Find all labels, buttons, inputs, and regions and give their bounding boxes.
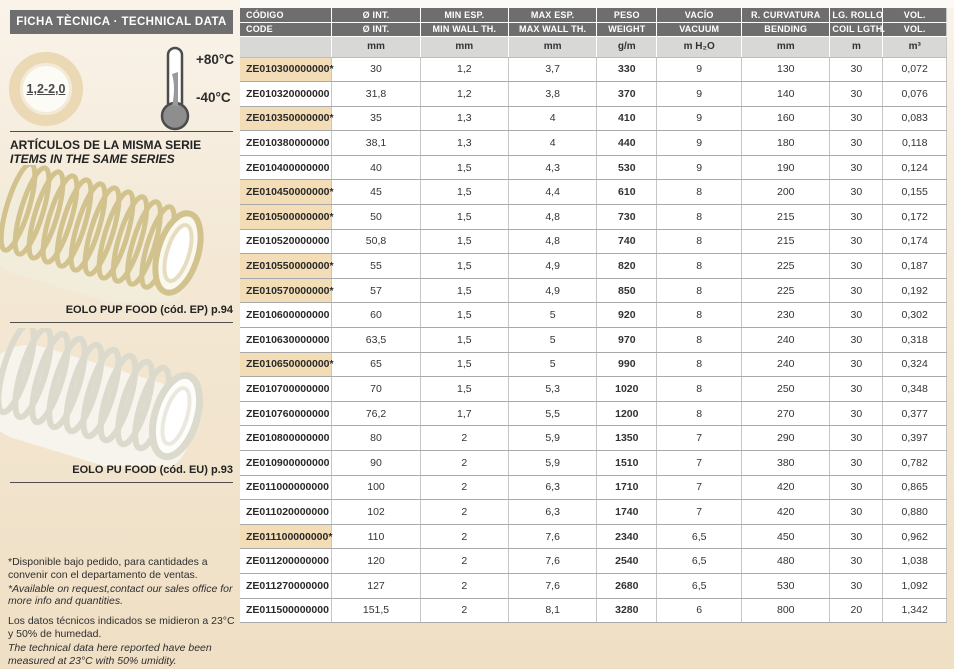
value-cell: 2340 xyxy=(597,524,657,549)
value-cell: 7 xyxy=(657,426,742,451)
value-cell: 1,5 xyxy=(420,377,508,402)
header-es-cell: PESO xyxy=(597,8,657,22)
value-cell: 270 xyxy=(742,401,830,426)
header-en-cell: VOL. xyxy=(883,22,947,36)
value-cell: 6,5 xyxy=(657,524,742,549)
value-cell: 0,155 xyxy=(883,180,947,205)
value-cell: 30 xyxy=(830,500,883,525)
value-cell: 330 xyxy=(597,57,657,82)
value-cell: 225 xyxy=(742,278,830,303)
value-cell: 30 xyxy=(830,524,883,549)
value-cell: 0,348 xyxy=(883,377,947,402)
table-body xyxy=(240,57,947,623)
table-row xyxy=(240,352,947,377)
code-cell: ZE011020000000 xyxy=(240,500,332,525)
table-row xyxy=(240,303,947,328)
value-cell: 30 xyxy=(830,549,883,574)
header-en-cell: COIL LGTH. xyxy=(830,22,883,36)
value-cell: 4 xyxy=(508,106,596,131)
unit-cell: mm xyxy=(742,36,830,57)
value-cell: 370 xyxy=(597,82,657,107)
table-row xyxy=(240,377,947,402)
value-cell: 0,782 xyxy=(883,451,947,476)
code-cell: ZE011100000000* xyxy=(240,524,332,549)
code-cell: ZE010520000000 xyxy=(240,229,332,254)
code-cell: ZE010630000000 xyxy=(240,328,332,353)
code-cell: ZE010450000000* xyxy=(240,180,332,205)
value-cell: 30 xyxy=(830,426,883,451)
value-cell: 0,187 xyxy=(883,254,947,279)
table-row xyxy=(240,205,947,230)
value-cell: 420 xyxy=(742,500,830,525)
code-cell: ZE010570000000* xyxy=(240,278,332,303)
value-cell: 160 xyxy=(742,106,830,131)
value-cell: 4,4 xyxy=(508,180,596,205)
value-cell: 6,3 xyxy=(508,500,596,525)
value-cell: 30 xyxy=(830,278,883,303)
table-row xyxy=(240,500,947,525)
header-en-cell: CODE xyxy=(240,22,332,36)
value-cell: 100 xyxy=(332,475,420,500)
value-cell: 0,192 xyxy=(883,278,947,303)
code-cell: ZE010500000000* xyxy=(240,205,332,230)
value-cell: 8 xyxy=(657,328,742,353)
value-cell: 30 xyxy=(830,377,883,402)
header-es-cell: R. CURVATURA xyxy=(742,8,830,22)
value-cell: 57 xyxy=(332,278,420,303)
value-cell: 730 xyxy=(597,205,657,230)
series-heading-es: ARTÍCULOS DE LA MISMA SERIE xyxy=(10,138,202,152)
value-cell: 70 xyxy=(332,377,420,402)
value-cell: 0,172 xyxy=(883,205,947,230)
value-cell: 30 xyxy=(830,180,883,205)
value-cell: 1020 xyxy=(597,377,657,402)
value-cell: 30 xyxy=(830,155,883,180)
wall-thickness-value: 1,2-2,0 xyxy=(26,82,66,96)
value-cell: 990 xyxy=(597,352,657,377)
value-cell: 2 xyxy=(420,426,508,451)
value-cell: 45 xyxy=(332,180,420,205)
footnote: *Disponible bajo pedido, para cantidades a convenir con el departamento de ventas. xyxy=(8,556,208,581)
header-es-cell: MIN ESP. xyxy=(420,8,508,22)
code-cell: ZE010650000000* xyxy=(240,352,332,377)
related-product-caption: EOLO PU FOOD (cód. EU) p.93 xyxy=(72,464,233,476)
code-cell: ZE010550000000* xyxy=(240,254,332,279)
value-cell: 4,9 xyxy=(508,254,596,279)
value-cell: 3,8 xyxy=(508,82,596,107)
value-cell: 2 xyxy=(420,475,508,500)
temperature-max: +80°C xyxy=(196,52,235,67)
value-cell: 1,038 xyxy=(883,549,947,574)
footnote: Los datos técnicos indicados se midieron a 23°C y 50% de humedad. xyxy=(8,615,235,640)
value-cell: 1,5 xyxy=(420,155,508,180)
value-cell: 8 xyxy=(657,278,742,303)
table-row xyxy=(240,57,947,82)
value-cell: 740 xyxy=(597,229,657,254)
value-cell: 7,6 xyxy=(508,524,596,549)
value-cell: 63,5 xyxy=(332,328,420,353)
value-cell: 76,2 xyxy=(332,401,420,426)
value-cell: 50,8 xyxy=(332,229,420,254)
table-row xyxy=(240,82,947,107)
value-cell: 5,9 xyxy=(508,426,596,451)
value-cell: 8 xyxy=(657,180,742,205)
header-en-cell: VACUUM xyxy=(657,22,742,36)
header-es-cell: Ø INT. xyxy=(332,8,420,22)
unit-cell: mm xyxy=(332,36,420,57)
hose-image-eolo-pup-food xyxy=(0,165,238,308)
value-cell: 7,6 xyxy=(508,573,596,598)
value-cell: 31,8 xyxy=(332,82,420,107)
header-es-cell: LG. ROLLO xyxy=(830,8,883,22)
value-cell: 610 xyxy=(597,180,657,205)
table-row xyxy=(240,475,947,500)
value-cell: 0,377 xyxy=(883,401,947,426)
series-heading-en: ITEMS IN THE SAME SERIES xyxy=(10,152,175,167)
footnotes xyxy=(8,556,236,668)
value-cell: 530 xyxy=(742,573,830,598)
table-row xyxy=(240,426,947,451)
value-cell: 2 xyxy=(420,573,508,598)
value-cell: 225 xyxy=(742,254,830,279)
value-cell: 0,302 xyxy=(883,303,947,328)
header-en-cell: MIN WALL TH. xyxy=(420,22,508,36)
value-cell: 970 xyxy=(597,328,657,353)
table-row xyxy=(240,328,947,353)
value-cell: 6,5 xyxy=(657,549,742,574)
value-cell: 8 xyxy=(657,377,742,402)
code-cell: ZE010900000000 xyxy=(240,451,332,476)
unit-cell: mm xyxy=(420,36,508,57)
page-title: FICHA TÈCNICA · TECHNICAL DATA xyxy=(10,10,233,34)
value-cell: 4,3 xyxy=(508,155,596,180)
value-cell: 5,5 xyxy=(508,401,596,426)
value-cell: 2 xyxy=(420,451,508,476)
value-cell: 50 xyxy=(332,205,420,230)
top-strip xyxy=(240,0,954,8)
header-es-cell: VACÍO xyxy=(657,8,742,22)
code-cell: ZE010350000000* xyxy=(240,106,332,131)
value-cell: 8 xyxy=(657,254,742,279)
technical-data-table xyxy=(240,8,947,623)
divider xyxy=(10,131,233,132)
value-cell: 1,5 xyxy=(420,278,508,303)
value-cell: 0,397 xyxy=(883,426,947,451)
value-cell: 420 xyxy=(742,475,830,500)
value-cell: 0,880 xyxy=(883,500,947,525)
value-cell: 55 xyxy=(332,254,420,279)
code-cell: ZE011500000000 xyxy=(240,598,332,623)
temperature-min: -40°C xyxy=(196,90,231,105)
value-cell: 1,5 xyxy=(420,352,508,377)
value-cell: 4,8 xyxy=(508,205,596,230)
value-cell: 0,118 xyxy=(883,131,947,156)
header-es-cell: MAX ESP. xyxy=(508,8,596,22)
table-row xyxy=(240,278,947,303)
value-cell: 290 xyxy=(742,426,830,451)
value-cell: 130 xyxy=(742,57,830,82)
value-cell: 5 xyxy=(508,352,596,377)
value-cell: 2680 xyxy=(597,573,657,598)
value-cell: 7 xyxy=(657,475,742,500)
value-cell: 920 xyxy=(597,303,657,328)
value-cell: 215 xyxy=(742,205,830,230)
value-cell: 35 xyxy=(332,106,420,131)
value-cell: 1,3 xyxy=(420,106,508,131)
value-cell: 1,7 xyxy=(420,401,508,426)
value-cell: 3,7 xyxy=(508,57,596,82)
value-cell: 0,962 xyxy=(883,524,947,549)
value-cell: 2540 xyxy=(597,549,657,574)
value-cell: 380 xyxy=(742,451,830,476)
value-cell: 151,5 xyxy=(332,598,420,623)
related-product-caption: EOLO PUP FOOD (cód. EP) p.94 xyxy=(65,304,233,316)
table-row xyxy=(240,524,947,549)
table-row xyxy=(240,573,947,598)
value-cell: 80 xyxy=(332,426,420,451)
series-heading xyxy=(10,138,201,166)
value-cell: 8 xyxy=(657,229,742,254)
value-cell: 30 xyxy=(830,57,883,82)
value-cell: 4 xyxy=(508,131,596,156)
footnote: The technical data here reported have been measured at 23°C with 50% umidity. xyxy=(8,641,212,667)
value-cell: 180 xyxy=(742,131,830,156)
value-cell: 7 xyxy=(657,500,742,525)
header-en-cell: WEIGHT xyxy=(597,22,657,36)
value-cell: 0,318 xyxy=(883,328,947,353)
value-cell: 4,9 xyxy=(508,278,596,303)
value-cell: 65 xyxy=(332,352,420,377)
value-cell: 1,2 xyxy=(420,57,508,82)
value-cell: 480 xyxy=(742,549,830,574)
value-cell: 820 xyxy=(597,254,657,279)
value-cell: 30 xyxy=(830,573,883,598)
value-cell: 3280 xyxy=(597,598,657,623)
value-cell: 6 xyxy=(657,598,742,623)
value-cell: 9 xyxy=(657,82,742,107)
value-cell: 102 xyxy=(332,500,420,525)
table-row xyxy=(240,254,947,279)
code-cell: ZE010800000000 xyxy=(240,426,332,451)
value-cell: 9 xyxy=(657,106,742,131)
value-cell: 1710 xyxy=(597,475,657,500)
value-cell: 1,5 xyxy=(420,303,508,328)
value-cell: 30 xyxy=(830,205,883,230)
value-cell: 30 xyxy=(830,451,883,476)
value-cell: 7 xyxy=(657,451,742,476)
value-cell: 5,3 xyxy=(508,377,596,402)
table-row xyxy=(240,549,947,574)
value-cell: 2 xyxy=(420,598,508,623)
value-cell: 1350 xyxy=(597,426,657,451)
code-cell: ZE011270000000 xyxy=(240,573,332,598)
value-cell: 7,6 xyxy=(508,549,596,574)
header-es-cell: VOL. xyxy=(883,8,947,22)
divider xyxy=(10,322,233,323)
value-cell: 240 xyxy=(742,352,830,377)
value-cell: 1,342 xyxy=(883,598,947,623)
unit-cell: m³ xyxy=(883,36,947,57)
value-cell: 1200 xyxy=(597,401,657,426)
value-cell: 1,092 xyxy=(883,573,947,598)
value-cell: 1510 xyxy=(597,451,657,476)
sidebar xyxy=(0,0,240,669)
code-cell: ZE011000000000 xyxy=(240,475,332,500)
value-cell: 0,324 xyxy=(883,352,947,377)
value-cell: 110 xyxy=(332,524,420,549)
value-cell: 1740 xyxy=(597,500,657,525)
value-cell: 6,5 xyxy=(657,573,742,598)
value-cell: 5,9 xyxy=(508,451,596,476)
value-cell: 1,3 xyxy=(420,131,508,156)
value-cell: 30 xyxy=(830,303,883,328)
value-cell: 2 xyxy=(420,500,508,525)
value-cell: 127 xyxy=(332,573,420,598)
unit-cell: g/m xyxy=(597,36,657,57)
wall-thickness-badge xyxy=(9,52,83,126)
value-cell: 9 xyxy=(657,155,742,180)
code-cell: ZE010400000000 xyxy=(240,155,332,180)
value-cell: 850 xyxy=(597,278,657,303)
unit-cell: m H₂O xyxy=(657,36,742,57)
value-cell: 2 xyxy=(420,549,508,574)
value-cell: 8 xyxy=(657,205,742,230)
value-cell: 4,8 xyxy=(508,229,596,254)
value-cell: 450 xyxy=(742,524,830,549)
value-cell: 2 xyxy=(420,524,508,549)
divider xyxy=(10,482,233,483)
code-cell: ZE010600000000 xyxy=(240,303,332,328)
value-cell: 30 xyxy=(332,57,420,82)
code-cell: ZE010380000000 xyxy=(240,131,332,156)
table-row xyxy=(240,451,947,476)
unit-cell: m xyxy=(830,36,883,57)
value-cell: 800 xyxy=(742,598,830,623)
value-cell: 30 xyxy=(830,328,883,353)
value-cell: 8 xyxy=(657,352,742,377)
value-cell: 30 xyxy=(830,82,883,107)
value-cell: 8,1 xyxy=(508,598,596,623)
value-cell: 5 xyxy=(508,303,596,328)
value-cell: 8 xyxy=(657,401,742,426)
table-row xyxy=(240,180,947,205)
value-cell: 140 xyxy=(742,82,830,107)
value-cell: 40 xyxy=(332,155,420,180)
header-en-cell: BENDING xyxy=(742,22,830,36)
thermometer-icon xyxy=(158,44,192,137)
value-cell: 200 xyxy=(742,180,830,205)
value-cell: 30 xyxy=(830,254,883,279)
value-cell: 0,083 xyxy=(883,106,947,131)
code-cell: ZE010760000000 xyxy=(240,401,332,426)
value-cell: 8 xyxy=(657,303,742,328)
value-cell: 1,5 xyxy=(420,229,508,254)
value-cell: 30 xyxy=(830,131,883,156)
value-cell: 0,124 xyxy=(883,155,947,180)
value-cell: 9 xyxy=(657,131,742,156)
value-cell: 38,1 xyxy=(332,131,420,156)
value-cell: 0,174 xyxy=(883,229,947,254)
header-es-cell: CÓDIGO xyxy=(240,8,332,22)
value-cell: 1,5 xyxy=(420,205,508,230)
value-cell: 1,5 xyxy=(420,254,508,279)
value-cell: 30 xyxy=(830,475,883,500)
value-cell: 90 xyxy=(332,451,420,476)
table-row xyxy=(240,106,947,131)
value-cell: 530 xyxy=(597,155,657,180)
value-cell: 30 xyxy=(830,401,883,426)
table-row xyxy=(240,229,947,254)
table-header xyxy=(240,8,947,57)
value-cell: 9 xyxy=(657,57,742,82)
value-cell: 230 xyxy=(742,303,830,328)
code-cell: ZE010700000000 xyxy=(240,377,332,402)
code-cell: ZE010300000000* xyxy=(240,57,332,82)
value-cell: 1,5 xyxy=(420,328,508,353)
table-row xyxy=(240,155,947,180)
value-cell: 1,5 xyxy=(420,180,508,205)
hose-image-eolo-pu-food xyxy=(0,328,238,471)
header-en-cell: Ø INT. xyxy=(332,22,420,36)
footnote: *Available on request,contact our sales office for more info and quantities. xyxy=(8,582,233,608)
value-cell: 0,076 xyxy=(883,82,947,107)
value-cell: 0,072 xyxy=(883,57,947,82)
code-cell: ZE011200000000 xyxy=(240,549,332,574)
value-cell: 120 xyxy=(332,549,420,574)
value-cell: 6,3 xyxy=(508,475,596,500)
value-cell: 20 xyxy=(830,598,883,623)
value-cell: 30 xyxy=(830,229,883,254)
value-cell: 5 xyxy=(508,328,596,353)
value-cell: 440 xyxy=(597,131,657,156)
header-en-cell: MAX WALL TH. xyxy=(508,22,596,36)
table-row xyxy=(240,401,947,426)
value-cell: 60 xyxy=(332,303,420,328)
unit-cell xyxy=(240,36,332,57)
value-cell: 215 xyxy=(742,229,830,254)
value-cell: 0,865 xyxy=(883,475,947,500)
value-cell: 30 xyxy=(830,352,883,377)
table-row xyxy=(240,598,947,623)
unit-cell: mm xyxy=(508,36,596,57)
value-cell: 190 xyxy=(742,155,830,180)
value-cell: 240 xyxy=(742,328,830,353)
table-row xyxy=(240,131,947,156)
value-cell: 30 xyxy=(830,106,883,131)
units-row xyxy=(240,36,947,57)
code-cell: ZE010320000000 xyxy=(240,82,332,107)
value-cell: 410 xyxy=(597,106,657,131)
technical-data-table-area xyxy=(240,0,954,669)
value-cell: 1,2 xyxy=(420,82,508,107)
value-cell: 250 xyxy=(742,377,830,402)
